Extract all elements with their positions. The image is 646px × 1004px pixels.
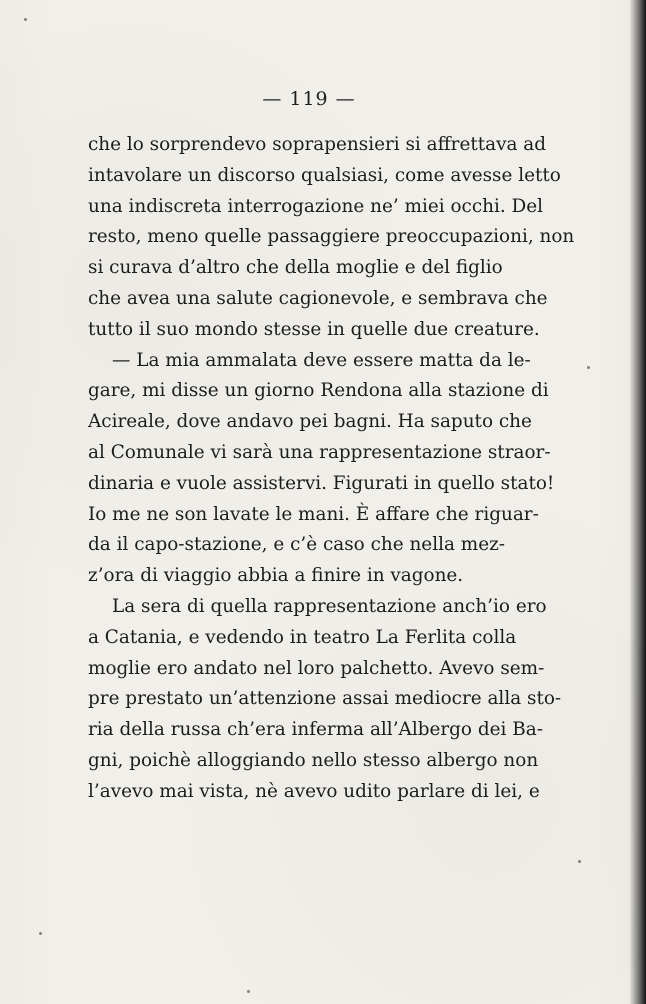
text-line: tutto il suo mondo stesse in quelle due creature. [88, 318, 540, 340]
text-line: z’ora di viaggio abbia a finire in vagone. [88, 565, 464, 587]
text-line: ria della russa ch’era inferma all’Albergo dei Ba- [88, 719, 543, 741]
text-line: una indiscreta interrogazione ne’ miei occhi. Del [88, 195, 544, 217]
body-text [88, 130, 575, 808]
page-edge-shadow [630, 0, 646, 1004]
text-line: al Comunale vi sarà una rappresentazione straor- [88, 441, 551, 463]
paper-speck [24, 18, 27, 21]
text-line: intavolare un discorso qualsiasi, come avesse letto [88, 164, 561, 186]
paper-speck [39, 932, 42, 935]
text-line: a Catania, e vedendo in teatro La Ferlita colla [88, 626, 517, 648]
text-line: resto, meno quelle passaggiere preoccupazioni, non [88, 226, 575, 248]
text-line: moglie ero andato nel loro palchetto. Avevo sem- [88, 657, 545, 679]
text-line: da il capo-stazione, e c’è caso che nella mez- [88, 534, 505, 556]
text-line: gare, mi disse un giorno Rendona alla stazione di [88, 380, 549, 402]
text-line: l’avevo mai vista, nè avevo udito parlare di lei, e [88, 780, 540, 802]
text-line: Io me ne son lavate le mani. È affare che riguar- [88, 503, 539, 525]
paper-speck [587, 366, 590, 369]
text-line: Acireale, dove andavo pei bagni. Ha saputo che [88, 411, 532, 433]
paper-speck [578, 860, 581, 863]
text-line: che lo sorprendevo soprapensieri si affrettava ad [88, 134, 547, 155]
text-line: che avea una salute cagionevole, e sembrava che [88, 287, 548, 309]
text-line: si curava d’altro che della moglie e del figlio [88, 257, 503, 279]
text-line: pre prestato un’attenzione assai mediocre alla sto- [88, 688, 562, 710]
text-line: La sera di quella rappresentazione anch’io ero [112, 595, 547, 617]
page-number: — 119 — [262, 88, 356, 110]
paper-speck [247, 990, 250, 993]
text-line: — La mia ammalata deve essere matta da le- [112, 349, 531, 371]
text-line: dinaria e vuole assistervi. Figurati in quello stato! [88, 472, 555, 494]
text-line: gni, poichè alloggiando nello stesso albergo non [88, 749, 539, 771]
